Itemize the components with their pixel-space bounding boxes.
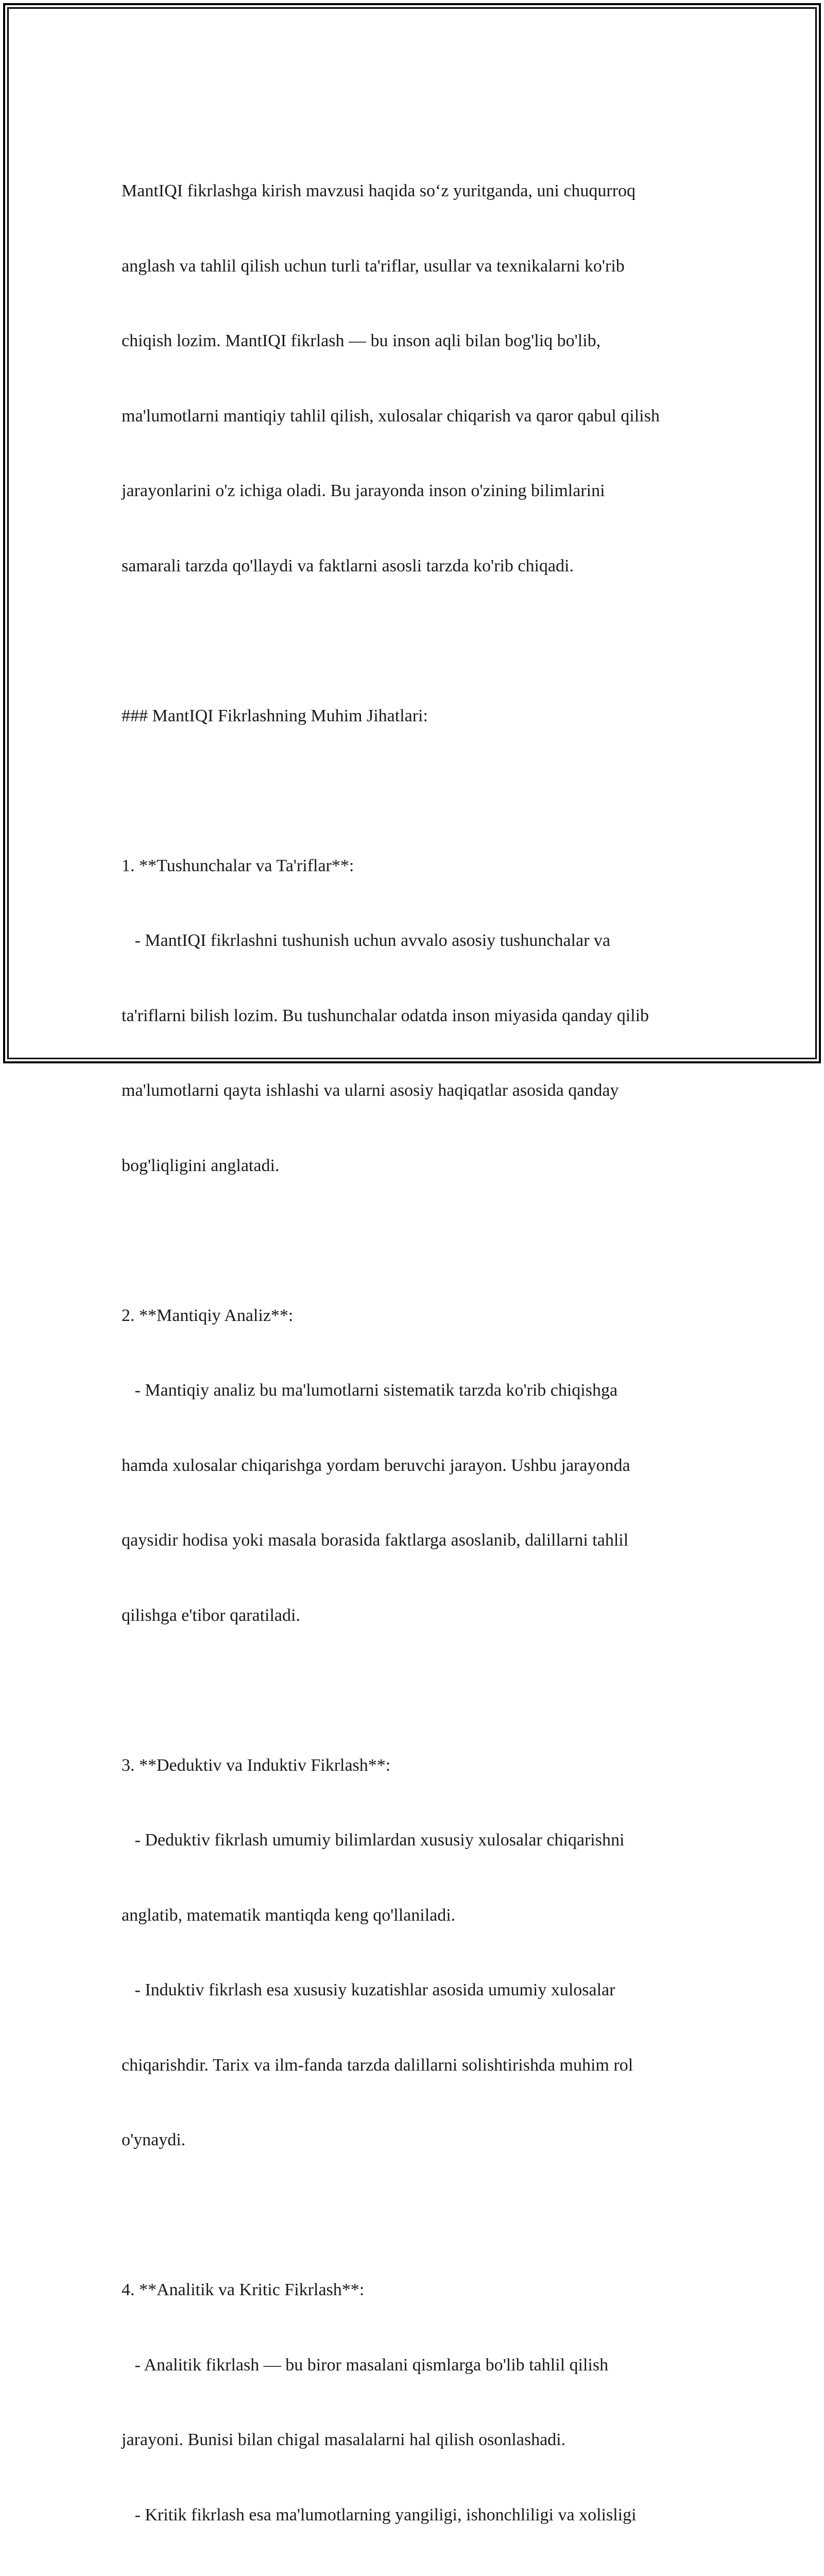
list-item-heading: 2. **Mantiqiy Analiz**:	[122, 1306, 294, 1325]
text-line: o'ynaydi.	[122, 2130, 186, 2149]
text-line: bog'liqligini anglatadi.	[122, 1156, 280, 1175]
blank-line	[122, 778, 719, 804]
text-line: samarali tarzda qo'llaydi va faktlarni asosli tarzda ko'rib chiqadi.	[122, 556, 574, 575]
text-line: - MantIQI fikrlashni tushunish uchun avvalo asosiy tushunchalar va	[122, 931, 610, 950]
text-line: - Induktiv fikrlash esa xususiy kuzatishlar asosida umumiy xulosalar	[122, 1980, 615, 1999]
text-line: anglash va tahlil qilish uchun turli ta'riflar, usullar va texnikalarni ko'rib	[122, 256, 625, 276]
blank-line	[122, 1678, 719, 1703]
text-line: qaysidir hodisa yoki masala borasida faktlarga asoslanib, dalillarni tahlil	[122, 1531, 629, 1550]
list-item-heading: 4. **Analitik va Kritic Fikrlash**:	[122, 2280, 365, 2299]
text-line: MantIQI fikrlashga kirish mavzusi haqida so‘z yuritganda, uni chuqurroq	[122, 181, 636, 200]
text-line: anglatib, matematik mantiqda keng qo'llaniladi.	[122, 1905, 456, 1925]
text-line: - Analitik fikrlash — bu biror masalani qismlarga bo'lib tahlil qilish	[122, 2355, 609, 2375]
blank-line	[122, 1228, 719, 1253]
blank-line	[122, 2203, 719, 2228]
text-line: chiqish lozim. MantIQI fikrlash — bu inson aqli bilan bog'liq bo'lib,	[122, 331, 601, 350]
text-line: jarayoni. Bunisi bilan chigal masalalarni hal qilish osonlashadi.	[122, 2430, 566, 2449]
text-line: ma'lumotlarni qayta ishlashi va ularni asosiy haqiqatlar asosida qanday	[122, 1081, 619, 1100]
text-line: - Deduktiv fikrlash umumiy bilimlardan xususiy xulosalar chiqarishni	[122, 1831, 625, 1850]
text-line: ma'lumotlarni mantiqiy tahlil qilish, xulosalar chiqarish va qaror qabul qilish	[122, 406, 660, 426]
section-heading: ### MantIQI Fikrlashning Muhim Jihatlari:	[122, 706, 428, 725]
text-line: jarayonlarini o'z ichiga oladi. Bu jarayonda inson o'zining bilimlarini	[122, 481, 605, 500]
text-line: chiqarishdir. Tarix va ilm-fanda tarzda dalillarni solishtirishda muhim rol	[122, 2055, 633, 2075]
text-line: - Mantiqiy analiz bu ma'lumotlarni sistematik tarzda ko'rib chiqishga	[122, 1381, 618, 1400]
document-body	[122, 129, 719, 2576]
text-line: - Kritik fikrlash esa ma'lumotlarning yangiligi, ishonchliligi va xolisligi	[122, 2505, 637, 2524]
text-line: qilishga e'tibor qaratiladi.	[122, 1605, 300, 1625]
blank-line	[122, 629, 719, 654]
list-item-heading: 1. **Tushunchalar va Ta'riflar**:	[122, 856, 354, 875]
text-line: ta'riflarni bilish lozim. Bu tushunchalar odatda inson miyasida qanday qilib	[122, 1006, 649, 1025]
list-item-heading: 3. **Deduktiv va Induktiv Fikrlash**:	[122, 1755, 391, 1775]
text-line: hamda xulosalar chiqarishga yordam beruvchi jarayon. Ushbu jarayonda	[122, 1455, 630, 1475]
